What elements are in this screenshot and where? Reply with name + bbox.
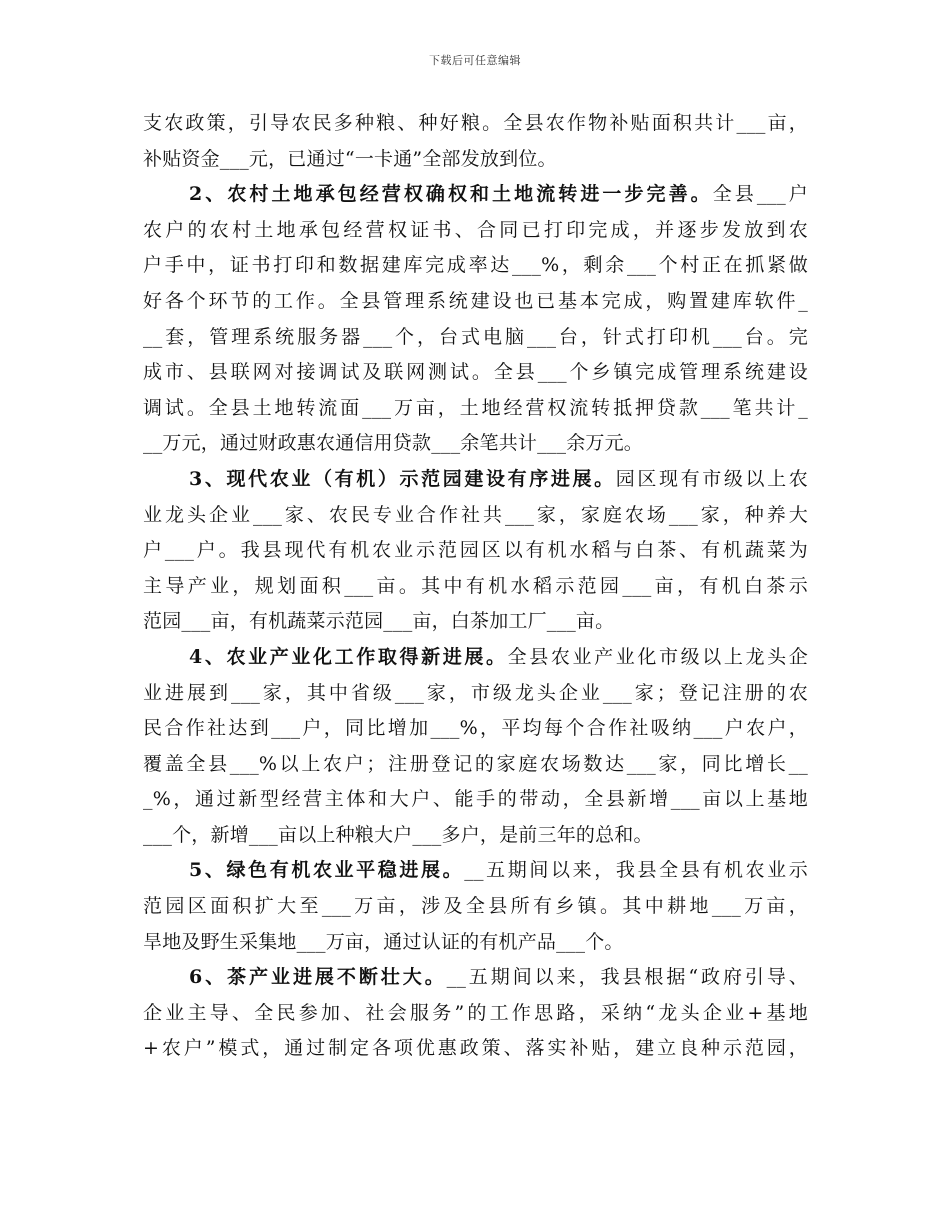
paragraph-heading: 6、茶产业进展不断壮大。 [189, 966, 447, 989]
text-line: 企业主导、全民参加、社会服务”的工作思路，采纳“龙头企业+基地 [143, 1001, 808, 1024]
text-line: 业进展到___家，其中省级___家，市级龙头企业___家；登记注册的农 [143, 681, 808, 704]
text-line: 覆盖全县___%以上农户；注册登记的家庭农场数达___家，同比增长__ [143, 752, 808, 775]
text-line: 补贴资金___元，已通过“一卡通”全部发放到位。 [143, 147, 557, 170]
paragraph-first-line [143, 853, 808, 889]
paragraph-text: __五期间以来，我县根据“政府引导、 [446, 966, 808, 989]
paragraph-text: 全县农业产业化市级以上龙头企 [507, 645, 808, 668]
text-line: 民合作社达到___户，同比增加___%，平均每个合作社吸纳___户农户， [143, 717, 808, 740]
paragraph-heading: 3、现代农业（有机）示范园建设有序进展。 [189, 467, 616, 490]
text-line: __套，管理系统服务器___个，台式电脑___台，针式打印机___台。完 [143, 325, 808, 348]
text-line: ___个，新增___亩以上种粮大户___多户，是前三年的总和。 [143, 823, 653, 846]
text-line: 范园区面积扩大至___万亩，涉及全县所有乡镇。其中耕地___万亩， [143, 895, 808, 918]
text-line: 调试。全县土地转流面___万亩，土地经营权流转抵押贷款___笔共计_ [143, 396, 808, 419]
text-line: 户手中，证书打印和数据建库完成率达___%，剩余___个村正在抓紧做 [143, 254, 808, 277]
text-line: 范园___亩，有机蔬菜示范园___亩，白茶加工厂___亩。 [143, 610, 615, 633]
paragraph-heading: 2、农村土地承包经营权确权和土地流转进一步完善。 [189, 183, 713, 206]
text-line: 主导产业，规划面积___亩。其中有机水稻示范园___亩，有机白茶示 [143, 574, 808, 597]
text-line: 户___户。我县现代有机农业示范园区以有机水稻与白茶、有机蔬菜为 [143, 539, 808, 562]
paragraph-first-line [143, 462, 808, 498]
paragraph-heading: 5、绿色有机农业平稳进展。 [189, 859, 465, 882]
paragraph-first-line [143, 640, 808, 676]
paragraph-text: 全县___户 [712, 183, 808, 206]
text-line: 旱地及野生采集地___万亩，通过认证的有机产品___个。 [143, 930, 624, 953]
paragraph-heading: 4、农业产业化工作取得新进展。 [189, 645, 508, 668]
text-line: __万元，通过财政惠农通信用贷款___余笔共计___余万元。 [143, 432, 644, 455]
paragraph-first-line [143, 960, 808, 996]
text-line: 支农政策，引导农民多种粮、种好粮。全县农作物补贴面积共计___亩， [143, 112, 808, 134]
text-line: _%，通过新型经营主体和大户、能手的带动，全县新增___亩以上基地 [143, 788, 808, 811]
paragraph-text: __五期间以来，我县全县有机农业示 [464, 859, 809, 882]
text-line: 农户的农村土地承包经营权证书、合同已打印完成，并逐步发放到农 [143, 218, 808, 241]
paragraph-text: 园区现有市级以上农 [615, 467, 808, 490]
text-line: +农户”模式，通过制定各项优惠政策、落实补贴，建立良种示范园， [143, 1037, 808, 1060]
text-line: 业龙头企业___家、农民专业合作社共___家，家庭农场___家，种养大 [143, 503, 808, 526]
text-line: 成市、县联网对接调试及联网测试。全县___个乡镇完成管理系统建设 [143, 361, 808, 384]
paragraph-first-line [143, 177, 808, 213]
page-header: 下载后可任意编辑 [429, 54, 521, 67]
document-body [143, 106, 808, 1067]
text-line: 好各个环节的工作。全县管理系统建设也已基本完成，购置建库软件_ [143, 289, 808, 312]
